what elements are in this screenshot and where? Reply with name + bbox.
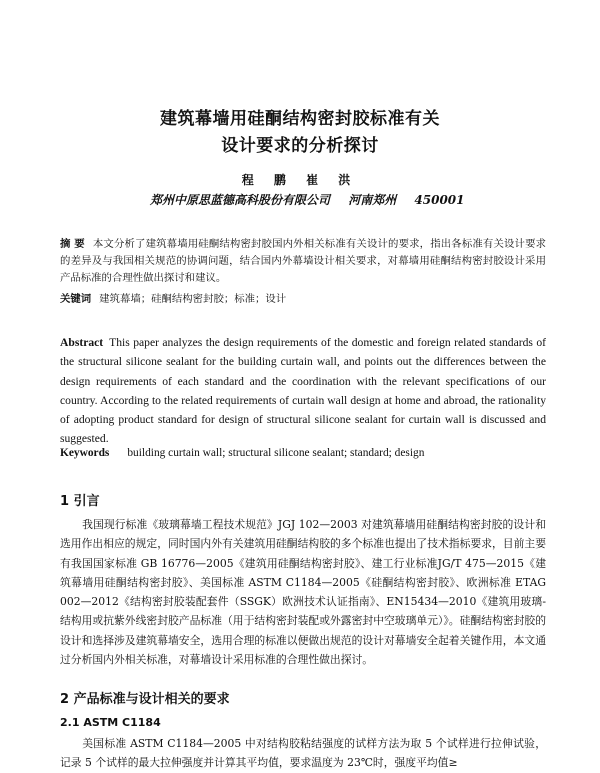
paper-title-line-1: 建筑幕墙用硅酮结构密封胶标准有关 [160,109,440,129]
chinese-abstract-label: 摘 要 [60,238,85,250]
chinese-keywords-label: 关键词 [60,293,92,305]
affiliation-org: 郑州中原思蓝德高科股份有限公司 [150,193,331,207]
english-keywords [60,447,424,459]
affiliation-postcode: 450001 [414,193,465,207]
section-2-1-heading: 2.1 ASTM C1184 [60,716,161,729]
english-abstract-label: Abstract [60,336,104,349]
section-1-paragraph [60,515,546,669]
chinese-keywords [60,291,546,308]
chinese-abstract [60,236,546,287]
english-abstract-text: This paper analyzes the design requirements of the domestic and foreign related standards of the structural silicone sealant for the building curtain wall, and points out the differences between the design requirements of each standard and the coordination with the relevant specifications of our country. According to the related requirements of curtain wall design at home and abroad, the rationality of adopting product standard for design of structural silicone sealant for curtain wall is discussed and suggested. [60,336,546,446]
chinese-keywords-text: 建筑幕墙；硅酮结构密封胶；标准；设计 [99,293,287,305]
english-abstract [60,333,546,449]
affiliation [150,191,570,208]
english-keywords-text: building curtain wall; structural silicone sealant; standard; design [127,447,425,459]
author-names: 程 鹏 崔 洪 [241,173,359,187]
paper-title-line-2: 设计要求的分析探讨 [221,136,379,156]
section-1-text: 我国现行标准《玻璃幕墙工程技术规范》JGJ 102—2003 对建筑幕墙用硅酮结构密封胶的设计和选用作出相应的规定，同时国内外有关建筑用硅酮结构胶的多个标准也提出了技术指标要求，目前主要有我国国家标准 GB 16776—2005《建筑用硅酮结构密封胶》、建工行业标准JG/T 475—2015《建筑幕墙用硅酮结构密封胶》、美国标准 ASTM C1184—2005《硅酮结构密封胶》、欧洲标准 ETAG 002—2012《结构密封胶装配套件（SSGK）欧洲技术认证指南》、EN15434—2010《建筑用玻璃-结构用或抗紫外线密封胶产品标准（用于结构密封装配或外露密封中空玻璃单元）》。硅酮结构密封胶的设计和选择涉及建筑幕墙安全，选用合理的标准以便做出规范的设计对幕墙安全起着关键作用，本文通过分析国内外相关标准，对幕墙设计采用标准的合理性做出探讨。 [60,518,546,667]
section-2-1-text: 美国标准 ASTM C1184—2005 中对结构胶粘结强度的试样方法为取 5 个试样进行拉伸试验，记录 5 个试样的最大拉伸强度并计算其平均值，要求温度为 23℃时，强度平均值≥ [60,737,546,770]
section-1-heading: 1 引言 [60,494,100,509]
affiliation-place: 河南郑州 [348,193,397,207]
section-2-1-paragraph [60,734,546,773]
english-keywords-label: Keywords [60,447,110,459]
chinese-abstract-text: 本文分析了建筑幕墙用硅酮结构密封胶国内外相关标准有关设计的要求，指出各标准有关设计要求的差异及与我国相关规范的协调问题，结合国内外幕墙设计相关要求，对幕墙用硅酮结构密封胶设计采用产品标准的合理性做出探讨和建议。 [60,238,546,284]
section-2-heading: 2 产品标准与设计相关的要求 [60,692,230,707]
